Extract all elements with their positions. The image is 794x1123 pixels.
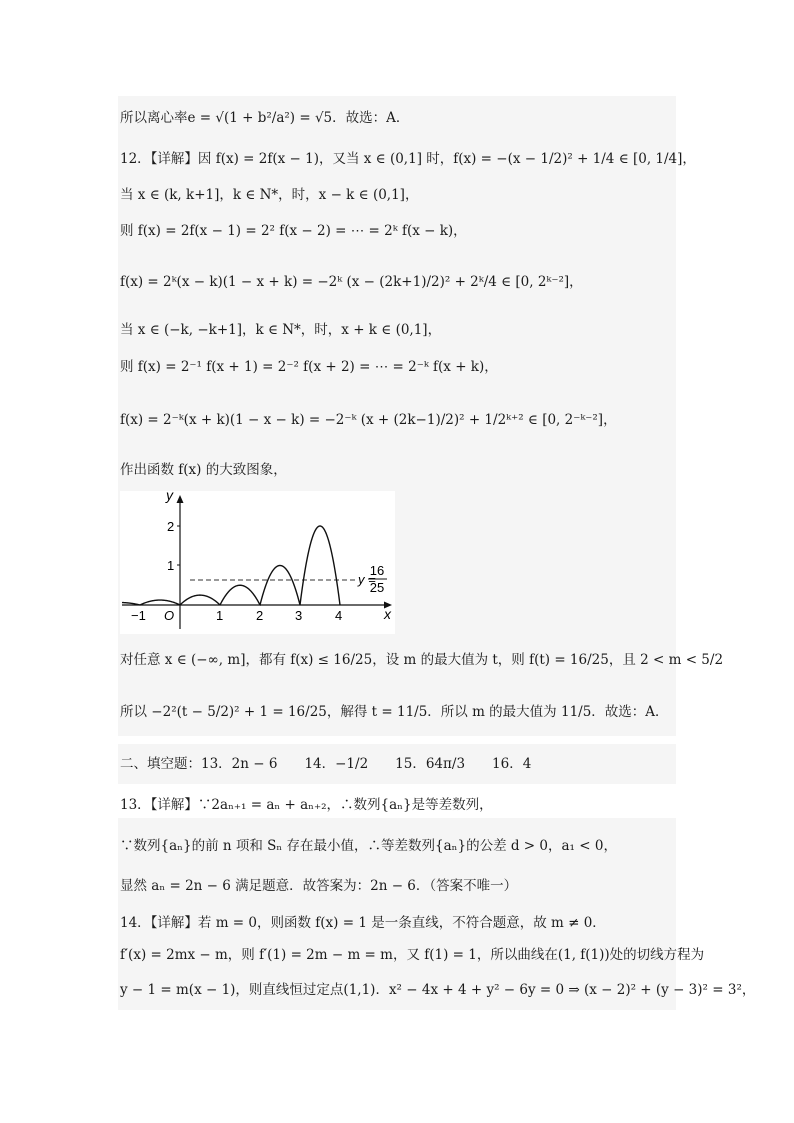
text-line-7: 则 f(x) = 2⁻¹ f(x + 1) = 2⁻² f(x + 2) = ⋯ = 2⁻ᵏ f(x + k)， bbox=[120, 359, 498, 375]
text-line-6: 当 x ∈ (−k, −k+1]，k ∈ N*，时，x + k ∈ (0,1]， bbox=[120, 322, 442, 338]
text-line-9: 作出函数 f(x) 的大致图象， bbox=[120, 462, 287, 478]
text-line-15: 显然 aₙ = 2n − 6 满足题意．故答案为：2n − 6．（答案不唯一） bbox=[120, 878, 518, 894]
graph-svg bbox=[120, 491, 395, 634]
x-tick-label-1: 1 bbox=[216, 608, 224, 623]
text-line-2: 12．【详解】因 f(x) = 2f(x − 1)，又当 x ∈ (0,1] 时，f(x) = −(x − 1/2)² + 1/4 ∈ [0, 1/4]， bbox=[120, 151, 696, 167]
x-tick-label-4: 4 bbox=[335, 608, 343, 623]
text-line-8: f(x) = 2⁻ᵏ(x + k)(1 − x − k) = −2⁻ᵏ (x + (2k−1)/2)² + 1/2ᵏ⁺² ∈ [0, 2⁻ᵏ⁻²]， bbox=[120, 412, 617, 428]
origin-label: O bbox=[164, 608, 175, 623]
text-line-5: f(x) = 2ᵏ(x − k)(1 − x + k) = −2ᵏ (x − (2k+1)/2)² + 2ᵏ/4 ∈ [0, 2ᵏ⁻²]， bbox=[120, 274, 583, 290]
dashed-line-label: y = bbox=[358, 572, 376, 587]
y-tick-label-2: 2 bbox=[167, 519, 175, 534]
text-line-16: 14．【详解】若 m = 0，则函数 f(x) = 1 是一条直线，不符合题意，故 m ≠ 0． bbox=[120, 915, 606, 931]
y-axis-label: y bbox=[166, 491, 173, 503]
text-line-14: ∵数列{aₙ}的前 n 项和 Sₙ 存在最小值，∴等差数列{aₙ}的公差 d > 0，a₁ < 0， bbox=[120, 838, 617, 854]
function-curve bbox=[122, 526, 340, 605]
text-line-13: 13．【详解】∵2aₙ₊₁ = aₙ + aₙ₊₂，∴数列{aₙ}是等差数列， bbox=[120, 797, 493, 813]
x-tick-label-neg1: −1 bbox=[131, 608, 146, 623]
text-line-10: 对任意 x ∈ (−∞, m]，都有 f(x) ≤ 16/25，设 m 的最大值为 t，则 f(t) = 16/25，且 2 < m < 5/2 bbox=[120, 652, 724, 668]
text-line-4: 则 f(x) = 2f(x − 1) = 2² f(x − 2) = ⋯ = 2ᵏ f(x − k)， bbox=[120, 223, 467, 239]
x-tick-label-3: 3 bbox=[295, 608, 303, 623]
function-graph bbox=[120, 491, 395, 634]
text-line-18: y − 1 = m(x − 1)，则直线恒过定点(1,1)．x² − 4x + 4 + y² − 6y = 0 ⇒ (x − 2)² + (y − 3)² = 3²， bbox=[120, 982, 756, 998]
text-line-11: 所以 −2²(t − 5/2)² + 1 = 16/25，解得 t = 11/5．所以 m 的最大值为 11/5．故选：A． bbox=[120, 704, 669, 720]
text-line-3: 当 x ∈ (k, k+1]，k ∈ N*，时，x − k ∈ (0,1]， bbox=[120, 187, 419, 203]
dashed-label-numerator: 16 bbox=[369, 563, 385, 578]
text-line-12: 二、填空题：13．2n − 6 14．−1/2 15．64π/3 16．4 bbox=[120, 756, 532, 772]
text-line-17: f′(x) = 2mx − m，则 f′(1) = 2m − m = m，又 f(1) = 1，所以曲线在(1, f(1))处的切线方程为 bbox=[120, 947, 705, 963]
y-tick-label-1: 1 bbox=[167, 558, 175, 573]
text-line-1: 所以离心率e = √(1 + b²/a²) = √5．故选：A． bbox=[120, 110, 410, 126]
x-axis-label: x bbox=[384, 606, 391, 622]
y-axis-arrow bbox=[177, 495, 184, 503]
dashed-label-denominator: 25 bbox=[369, 580, 385, 595]
x-tick-label-2: 2 bbox=[256, 608, 264, 623]
